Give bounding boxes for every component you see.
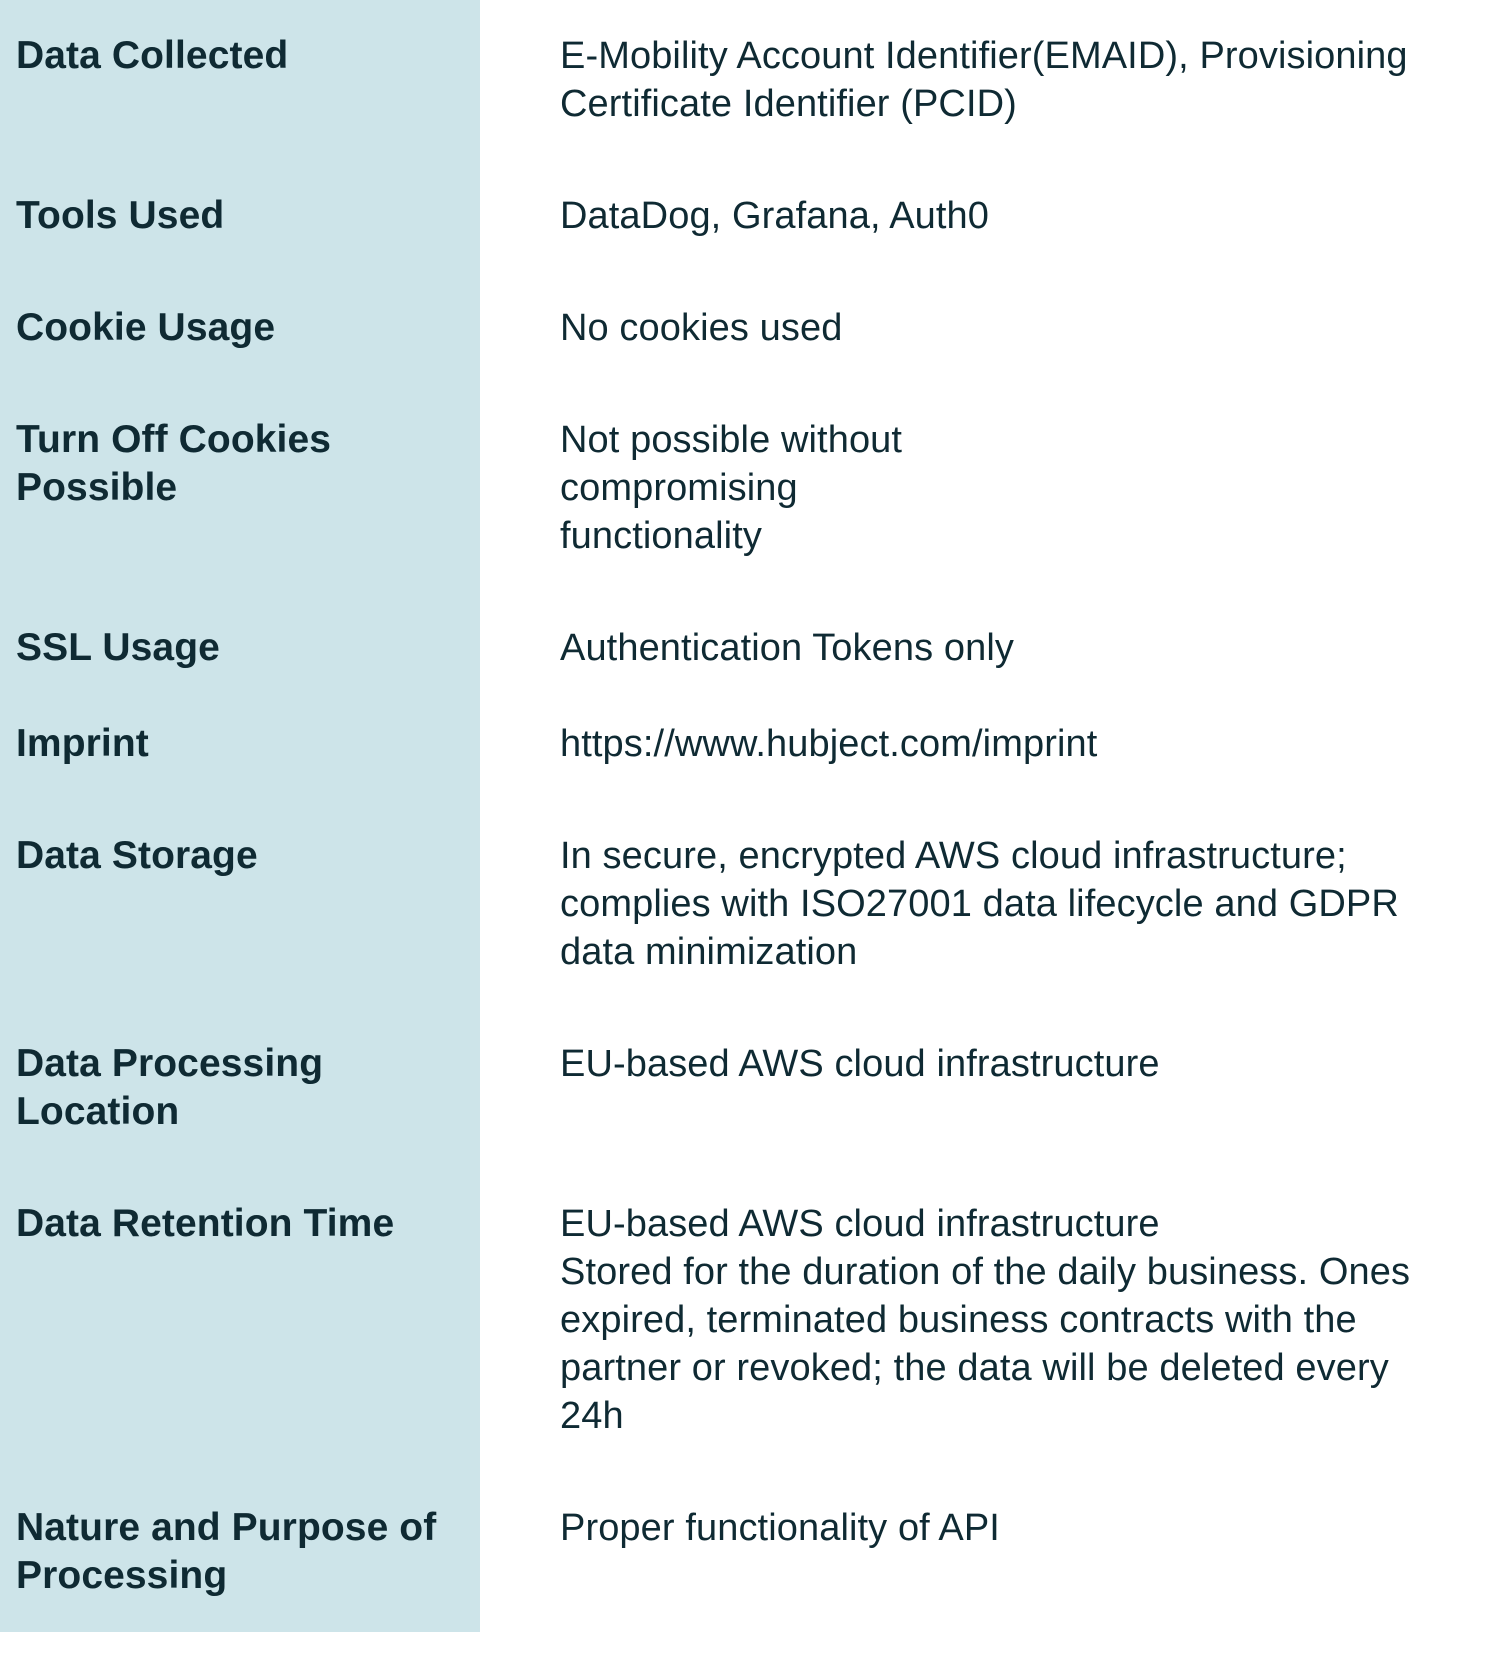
row-label: Cookie Usage	[16, 306, 276, 349]
row-value[interactable]: https://www.hubject.com/imprint	[560, 723, 1098, 765]
row-value: E-Mobility Account Identifier(EMAID), Provisioning Certificate Identifier (PCID)	[560, 35, 1408, 125]
row-label: SSL Usage	[16, 626, 220, 669]
row-value: In secure, encrypted AWS cloud infrastructure; complies with ISO27001 data lifecycle and GDPR data minimization	[560, 835, 1399, 973]
row-label: Tools Used	[16, 194, 225, 237]
row-label: Data Processing Location	[16, 1042, 324, 1133]
row-value: EU-based AWS cloud infrastructure	[560, 1043, 1160, 1085]
row-label: Nature and Purpose of Processing	[16, 1506, 437, 1597]
row-value: Proper functionality of API	[560, 1507, 1000, 1549]
row-value: DataDog, Grafana, Auth0	[560, 195, 990, 237]
row-value: Not possible without compromising functionality	[560, 419, 903, 557]
row-label: Data Collected	[16, 34, 289, 77]
label-column-background	[0, 0, 480, 1632]
row-value: Authentication Tokens only	[560, 627, 1014, 669]
row-label: Imprint	[16, 722, 149, 765]
row-label: Data Retention Time	[16, 1202, 395, 1245]
row-label: Turn Off Cookies Possible	[16, 418, 332, 509]
row-label: Data Storage	[16, 834, 258, 877]
row-value: No cookies used	[560, 307, 843, 349]
row-value: EU-based AWS cloud infrastructure Stored for the duration of the daily business. Ones expired, terminated business contracts with the partner or revoked; the data will be deleted every 24h	[560, 1203, 1411, 1437]
